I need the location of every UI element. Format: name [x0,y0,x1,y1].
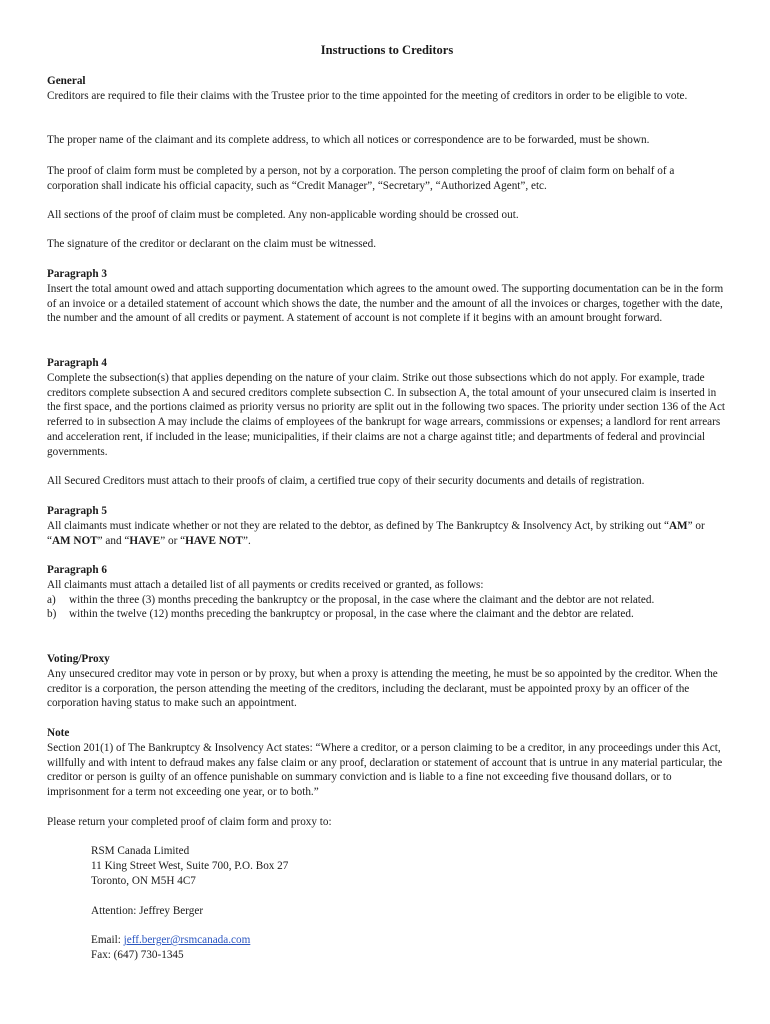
am-not-option: AM NOT [51,534,98,547]
general-paragraph-3: The proof of claim form must be completed by a person, not by a corporation. The person completing the proof of claim form on behalf of a corporation shall indicate his official capacity, such as “Credit Manager”, “Secretary”, “Authorized Agent”, etc. [47,165,675,192]
general-heading: General [47,75,86,87]
list-marker: b) [47,608,57,621]
paragraph-3-heading: Paragraph 3 [47,268,107,280]
paragraph-5-section [47,504,727,548]
email-link[interactable]: jeff.berger@rsmcanada.com [123,934,251,946]
address-line-1: RSM Canada Limited [91,845,190,857]
list-item: b) within the twelve (12) months preceding the bankruptcy or proposal, in the case where the claimant and the debtor are related. [47,608,634,621]
attention-line: Attention: Jeffrey Berger [91,905,204,917]
voting-proxy-heading: Voting/Proxy [47,653,110,665]
note-heading: Note [47,727,70,739]
general-paragraph-1: Creditors are required to file their claims with the Trustee prior to the time appointed for the meeting of creditors in order to be eligible to vote. [47,89,688,102]
paragraph-4-text: Complete the subsection(s) that applies depending on the nature of your claim. Strike out those subsections which do not apply. For example, trade creditors complete subsection A and secured creditors complete subsection C. In subsection A, the total amount of your unsecured claim is inserted in the first space, and the portions claimed as priority versus no priority are split out in the following two spaces. The priority under section 136 of the Act referred to in subsection A may include the claims of employees of the bankrupt for wage arrears, commissions or expenses; a landlord for rent arrears and acceleration rent, if included in the lease; municipalities, if their claims are not a charge against title; and departments of federal and provincial governments. [47,371,726,458]
note-section [47,726,727,800]
general-paragraph-2: The proper name of the claimant and its complete address, to which all notices or correspondence are to be forwarded, must be shown. [47,134,650,146]
paragraph-6-text: All claimants must attach a detailed list of all payments or credits received or granted, as follows: [47,578,484,591]
paragraph-3-text: Insert the total amount owed and attach supporting documentation which agrees to the amount owed. The supporting documentation can be in the form of an invoice or a detailed statement of account which shows the date, the number and the amount of all the invoices or charges, together with the date, the number and the amount of all credits or payment. A statement of account is not complete if it begins with an amount brought forward. [47,282,724,325]
email-line: Email: jeff.berger@rsmcanada.com [91,934,251,946]
paragraph-3-section [47,267,727,326]
address-line-3: Toronto, ON M5H 4C7 [91,874,196,887]
list-item: a) within the three (3) months preceding the bankruptcy or the proposal, in the case where the claimant and the debtor are not related. [47,593,655,606]
address-block [91,844,491,888]
voting-proxy-text: Any unsecured creditor may vote in person or by proxy, but when a proxy is attending the meeting, he must be so appointed by the creditor. When the creditor is a corporation, the person attending the meeting of the creditors, including the declarant, must be appointed proxy by an officer of the corporation having status to make such an appointment. [47,667,718,710]
return-instructions: Please return your completed proof of claim form and proxy to: [47,816,332,828]
list-marker: a) [47,593,56,606]
paragraph-6-section [47,563,727,622]
paragraph-6-heading: Paragraph 6 [47,564,107,576]
general-section [47,74,727,104]
address-line-2: 11 King Street West, Suite 700, P.O. Box 27 [91,859,289,872]
am-option: AM [668,519,688,532]
note-text: Section 201(1) of The Bankruptcy & Insolvency Act states: “Where a creditor, or a person claiming to be a creditor, in any proceedings under this Act, willfully and with intent to defraud makes any false claim or any proof, declaration or statement of account that is untrue in any material particular, the creditor or person is guilty of an offence punishable on summary conviction and is liable to a fine not exceeding five thousand dollars, or to imprisonment for a term not exceeding one year, or to both.” [47,741,723,799]
contact-block [91,933,491,963]
paragraph-5-heading: Paragraph 5 [47,505,107,517]
general-paragraph-4: All sections of the proof of claim must be completed. Any non-applicable wording should be crossed out. [47,209,519,221]
paragraph-4-section [47,356,727,460]
fax-line: Fax: (647) 730-1345 [91,948,184,961]
have-not-option: HAVE NOT [185,534,244,547]
paragraph-5-text: All claimants must indicate whether or not they are related to the debtor, as defined by The Bankruptcy & Insolvency Act, by striking out “AM” or “AM NOT” and “HAVE” or “HAVE NOT”. [47,519,705,547]
paragraph-4-heading: Paragraph 4 [47,357,107,369]
voting-proxy-section [47,652,727,711]
have-option: HAVE [129,534,161,547]
general-paragraph-5: The signature of the creditor or declarant on the claim must be witnessed. [47,238,376,250]
secured-creditors-text: All Secured Creditors must attach to their proofs of claim, a certified true copy of their security documents and details of registration. [47,475,645,487]
page-title: Instructions to Creditors [320,43,454,57]
